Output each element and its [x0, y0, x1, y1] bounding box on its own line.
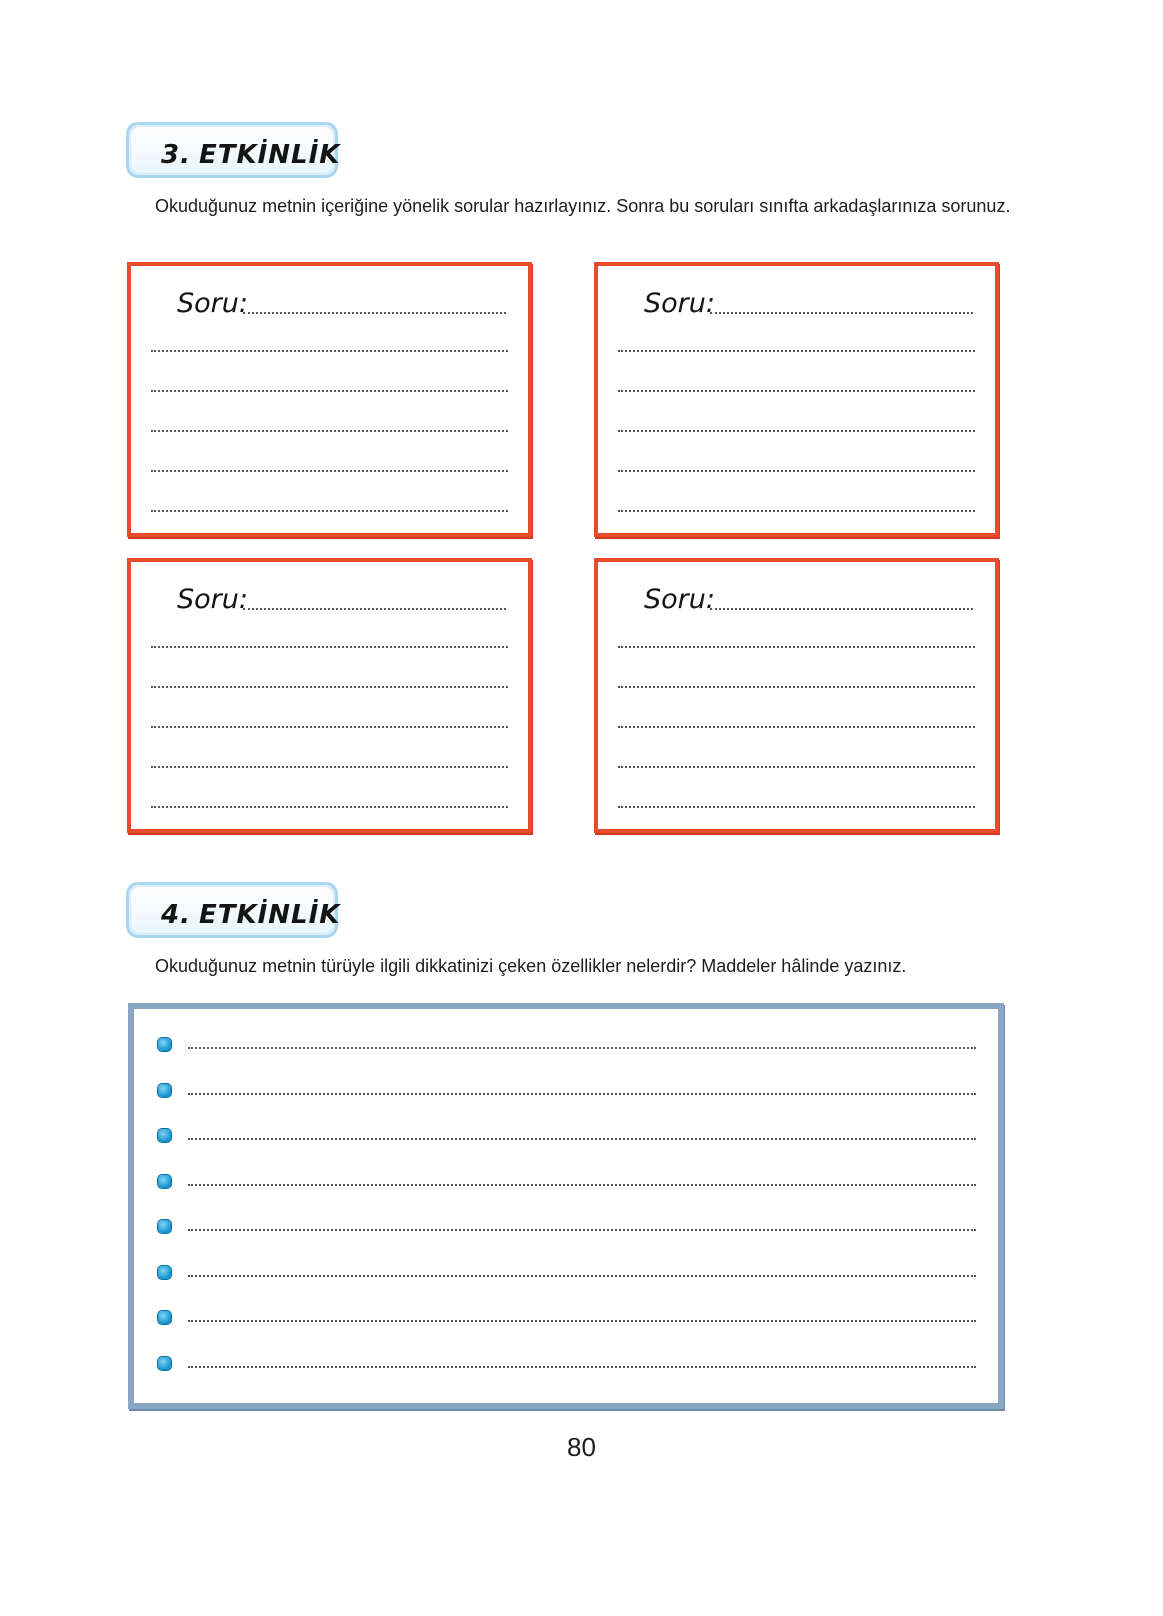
answer-line[interactable]	[151, 726, 508, 728]
activity-3-badge	[126, 122, 341, 178]
activity-4-number: 4.	[161, 900, 191, 930]
feature-answer-line[interactable]	[188, 1047, 976, 1049]
answer-line[interactable]	[151, 766, 508, 768]
answer-line[interactable]	[618, 726, 975, 728]
activity-4-instruction: Okuduğunuz metnin türüyle ilgili dikkatinizi çeken özellikler nelerdir? Maddeler hâlinde yazınız.	[155, 956, 907, 976]
activity-4-badge	[126, 882, 341, 938]
question-card-2	[594, 262, 999, 537]
activity-3-instruction: Okuduğunuz metnin içeriğine yönelik sorular hazırlayınız. Sonra bu soruları sınıfta arkadaşlarınıza sorunuz.	[155, 196, 1011, 216]
feature-answer-line[interactable]	[188, 1275, 976, 1277]
feature-answer-line[interactable]	[188, 1366, 976, 1368]
answer-line[interactable]	[151, 646, 508, 648]
bullet-icon	[158, 1357, 171, 1370]
answer-line[interactable]	[618, 646, 975, 648]
answer-line[interactable]	[618, 510, 975, 512]
question-card-3	[127, 558, 532, 833]
answer-line[interactable]	[618, 470, 975, 472]
feature-answer-line[interactable]	[188, 1138, 976, 1140]
answer-line[interactable]	[151, 686, 508, 688]
question-label: Soru:	[177, 584, 248, 615]
answer-line[interactable]	[618, 430, 975, 432]
bullet-icon	[158, 1175, 171, 1188]
question-answer-line[interactable]	[243, 608, 506, 610]
bullet-icon	[158, 1220, 171, 1233]
feature-answer-line[interactable]	[188, 1093, 976, 1095]
activity-3-number: 3.	[161, 140, 191, 170]
feature-answer-line[interactable]	[188, 1184, 976, 1186]
feature-answer-line[interactable]	[188, 1320, 976, 1322]
question-answer-line[interactable]	[710, 608, 973, 610]
bullet-icon	[158, 1038, 171, 1051]
answer-line[interactable]	[151, 390, 508, 392]
activity-3-badge-inner	[131, 127, 341, 173]
answer-line[interactable]	[151, 350, 508, 352]
question-card-4	[594, 558, 999, 833]
question-answer-line[interactable]	[243, 312, 506, 314]
activity-4-badge-inner	[131, 887, 341, 933]
bullet-icon	[158, 1129, 171, 1142]
answer-line[interactable]	[151, 510, 508, 512]
answer-line[interactable]	[618, 806, 975, 808]
activity-3-title	[161, 140, 340, 170]
answer-line[interactable]	[618, 350, 975, 352]
question-answer-line[interactable]	[710, 312, 973, 314]
activity-4-title-text: ETKİNLİK	[198, 900, 341, 930]
question-label: Soru:	[644, 288, 715, 319]
question-card-1	[127, 262, 532, 537]
answer-line[interactable]	[618, 390, 975, 392]
answer-line[interactable]	[618, 766, 975, 768]
answer-line[interactable]	[151, 470, 508, 472]
page-number: 80	[567, 1432, 596, 1462]
question-label: Soru:	[177, 288, 248, 319]
answer-line[interactable]	[618, 686, 975, 688]
bullet-icon	[158, 1311, 171, 1324]
question-label: Soru:	[644, 584, 715, 615]
feature-answer-line[interactable]	[188, 1229, 976, 1231]
bullet-icon	[158, 1266, 171, 1279]
answer-line[interactable]	[151, 430, 508, 432]
activity-4-title	[161, 900, 340, 930]
features-list-box	[128, 1003, 1004, 1409]
activity-3-title-text: ETKİNLİK	[198, 140, 341, 170]
answer-line[interactable]	[151, 806, 508, 808]
bullet-icon	[158, 1084, 171, 1097]
